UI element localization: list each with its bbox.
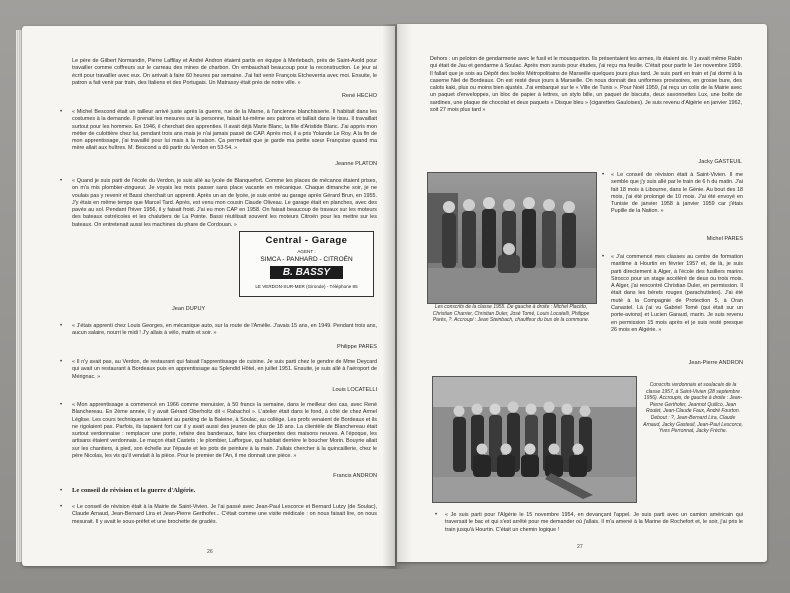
bullet-icon: • xyxy=(60,109,63,115)
intro-paragraph: Le père de Gilbert Normandin, Pierre Laffilay et André Andron étaient partis en équipe à Merlebach, près de Saint-Avold pour travailler comme coffreurs sur le carreau des mines de charbon. On embauchait beaucoup pour la reconstruction. Le jeur ai écrit pour travailler avec eux. On arrivait à faire 60 heures par semaine. J'ai fait venir François Etcheverria avec moi. Ensuite, le patron a fait venir par train, des Italiens et des Portugais. Un Matrassy était près de notre ville. » xyxy=(72,58,377,86)
signature-michel-pares: Michel PARES xyxy=(706,236,743,242)
page-number-left: 26 xyxy=(207,549,213,555)
intro-signature: René HECHO xyxy=(341,93,377,99)
conscrits-1957-photo xyxy=(432,376,637,503)
bullet-icon: • xyxy=(60,504,63,510)
conscrits-1955-photo xyxy=(427,172,597,304)
entry-jp-andron-top: « J'ai commencé mes classes au centre de formation maritime à Hourtin en février 1957 et, de là, je suis parti directement à Alger, à l'école des fusiliers marins Sirocco pour un stage accéléré de deux ou trois mois. A Alger, j'ai rencontré Christian Duler, en permission. Il était dans les bérets rouges (parachutistes). J'ai été muté à la Compagnie de Protection 5, à Oran Canastel. Là j'ai vu Gabriel Tomé (qui était sur un porte-avions) et Lucien Garaud, marin. Je suis revenu en permission 15 mois après et je suis resté presque 26 mois en Algérie. » xyxy=(611,254,743,333)
photo1-caption: Les conscrits de la classe 1955. De gauche à droite : Michel Placido, Christian Charrier, Christian Duler, José Tomé, Louis Locatelli, Philippe Parès, ?. Accroupi : Jean Steinbach, chauffeur du bus de la commune. xyxy=(432,304,590,324)
bullet-icon: • xyxy=(60,402,63,408)
signature-pares: Philippe PARES xyxy=(336,344,377,350)
section-heading: Le conseil de révision et la guerre d'Algérie. xyxy=(72,487,196,494)
entry-locatelli: « Il n'y avait pas, au Verdon, de restaurant qui faisait l'apprentissage de cuisine. Je suis parti chez le gendre de Mme Deycard qui avait un restaurant à Bordeaux puis en apprentissage au Splendid Hôtel, en juillet 1951. Ensuite, je suis allé à l'aéroport de Mérignac. » xyxy=(72,359,377,380)
ad-agent: AGENT : xyxy=(297,249,316,254)
top-paragraph: Dehors : un peloton de gendarmerie avec le fusil et le mousqueton. Ils présentaient les armes, ils étaient six. Il y avait même Rabin qui était de Jau et gendarme à Soulac. Après mon sursis pour études, j'ai reçu ma feuille. C'était pour partir le 1er novembre 1959. Il fallait que je sois au Dépôt des Isolés Métropolitains de Marseille quelques jours plus tard. Je suis parti en train et j'ai dormi à la caserne Niel de Bordeaux. On est resté deux jours à Marseille. On nous donnait des uniformes provisoires, en grosse bure, des calots kaki, plus ou moins bien ajustés. J'ai embarqué sur le « Ville de Tunis ». Pour Noël 1959, j'ai reçu un colis de la Mairie avec un paquet d'enveloppes, un bloc de papier à lettres, un stylo bille, un paquet de biscuits, deux savonnettes Lux, une boîte de sardines, une plaque de chocolat et deux paquets « Disque bleu » (cigarettes Gauloises). Je suis revenu d'Algérie en janvier 1962, soit 27 mois plus tard » xyxy=(430,56,742,114)
entry-michel-pares: « Le conseil de révision était à Saint-Vivien. Il me semble que j'y suis allé par le train de 6 h du matin. J'ai fait 18 mois à Libourne, dans le Génie. Au bout des 18 mois, j'ai été prolongé de 10 mois. J'ai été envoyé en Tunisie de janvier 1958 à janvier 1959 car j'étais Pupille de la Nation. » xyxy=(611,172,743,215)
bullet-icon: • xyxy=(602,254,605,260)
signature-locatelli: Louis LOCATELLI xyxy=(332,387,377,393)
signature-andron: Francis ANDRON xyxy=(333,473,377,479)
signature-platon: Jeanne PLATON xyxy=(335,161,377,167)
photo2-caption: Conscrits verdonnais et soulacais de la classe 1957, à Saint-Vivien (28 septembre 1956). Accroupis, de gauche à droite : Jean-Pierre Gerthofer, Jeannot Quilico, Jean Roulet, Jean-Claude Faux, André Fourton. Debout : ?, Jean-Bernard Lira, Claude Arnaud, Jacky Gasteuil, Jean-Paul Lescorce, Yves Perronnat, Jacky Frèche. xyxy=(643,382,743,435)
group-photo-image xyxy=(428,173,596,303)
bullet-icon: • xyxy=(60,359,63,365)
entry-bescond: « Michel Bescond était un tailleur arrivé juste après la guerre, rue de la Marne, à l'ancienne blanchisserie. Il habitait dans les costumes à la demande. Il prenait les mesures sur la personne, faisait lui-même ses patrons et taillait dans le tissu. Il travaillait surtout pour les hommes. En 1946, il cherchait des apprenties. Il avait déjà Marie Blanc, la fille d'Aristide Blanc. J'ai appris mon métier de culottière chez lui, pendant trois ans mais je n'ai jamais passé de CAP. Après moi, il a pris Yolande Le Roy. A la fin de mon apprentissage, j'ai travaillé pour lui mais à la maison. Ça permettait que je garde ma petite sœur Françoise quand ma mère allait aux huîtres. M. Bescond a dû partir du Verdon en 53-54. » xyxy=(72,109,377,152)
ad-address: LE VERDON-SUR-MER (Gironde) - Téléphone 85 xyxy=(255,284,358,289)
right-page xyxy=(397,24,767,562)
group-photo-image xyxy=(433,377,636,502)
ad-title: Central - Garage xyxy=(265,235,348,246)
section-entry: « Le conseil de révision était à la Mairie de Saint-Vivien. Je l'ai passé avec Jean-Paul Lescorce et Bernard Lutzy (de Soulac), Claude Arnaud, Jean-Bernard Lira et Jean-Pierre Gerthofer... C'était comme une visite médicale : on nous faisait lire, on nous mesurait. Il y avait le sous-préfet et une brochette de gradés. xyxy=(72,504,377,525)
signature-gasteuil: Jacky GASTEUIL xyxy=(698,159,742,165)
bullet-icon: • xyxy=(60,488,63,494)
entry-dupuy-top: « Quand je suis parti de l'école du Verdon, je suis allé au lycée de Blanquefort. Comme les places de mécanos étaient prises, on m'a mis plombier-zingueur. Je voyais les mois passer sans place vacante en mécanique. Chaque dimanche soir, je ne voulais pas y revenir et Bassi cherchait un apprenti. Après un an de lycée, je suis entré au garage après Gérard Brun, en 1955. J'y étais en même temps que Marcel Tard. Après, est venu mon cousin Claude Oliveau. Le garage était en planches, avec des pavés au sol. Pendant l'hiver 1956, il y faisait froid. J'ai eu mon CAP en 1958. On faisait beaucoup de travaux sur les moteurs des bateaux ostréicoles et les chalutiers de La Pointe. Bassi réutilisait souvent les moteurs Citroën pour les mettre sur les bateaux. On entretenait aussi les machines du phare de Cordouan. » xyxy=(72,178,377,228)
bottom-entry: « Je suis parti pour l'Algérie le 15 novembre 1954, en devançant l'appel. Je suis parti avec un camion américain qui traversait le bac et qui s'est arrêté pour me demander où j'allais. Il m'a amené à la Marine de Rochefort et, le soir, j'ai pris le train jusqu'à Hourtin. C'était un chemin logique ! xyxy=(445,512,743,533)
entry-andron: « Mon apprentissage a commencé en 1966 comme menuisier, à 50 francs la semaine, dans le meilleur des cas, avec René Blanchereau. En 2ème année, il y avait Gérard Oberholtz dit « Rabachol ». L'atelier était dans le fond, à côté de chez Armel Léglise. Les cours techniques se faisaient au parking de la Baleine, à Soulac, au collège. Les profs venaient de Bordeaux et ils ne rigolaient pas. Parfois, ils tapaient fort car il y avait aussi des jeunes de plus de 18 ans. La clientèle de Blanchereau était surtout verdonnaise : remplacer une porte, refaire des banderaux, faire les charpentes des maisons neuves. A l'époque, les artisans étaient verdonnais. Le maçon était Castets ; le plombier, Lafforgue, qui habitait derrière le boucher Morin. Bouyrie allait sur les chantiers, à pied, son échelle sur l'épaule et les pots de peinture à la main. J'allais chercher à la quincaillerie, chez le père Nicolas, les vis qu'il vendait à la pièce. Pour le premier de l'An, il me donnait une pièce. » xyxy=(72,402,377,460)
central-garage-advertisement xyxy=(239,231,374,297)
left-page xyxy=(22,26,395,566)
signature-jp-andron: Jean-Pierre ANDRON xyxy=(688,360,743,366)
signature-dupuy: Jean DUPUY xyxy=(172,306,206,312)
bullet-icon: • xyxy=(60,323,63,329)
ad-brands: SIMCA - PANHARD - CITROËN xyxy=(260,256,353,263)
page-number-right: 27 xyxy=(577,544,583,550)
bullet-icon: • xyxy=(435,512,438,518)
bullet-icon: • xyxy=(602,172,605,178)
ad-name: B. BASSY xyxy=(270,266,343,279)
entry-pares: « J'étais apprenti chez Louis Georges, en mécanique auto, sur la route de l'Amélie. J'avais 15 ans, en 1949. Pendant trois ans, aucun salaire, nourri le midi ! J'y allais à vélo, matin et soir. » xyxy=(72,323,377,337)
bullet-icon: • xyxy=(60,178,63,184)
